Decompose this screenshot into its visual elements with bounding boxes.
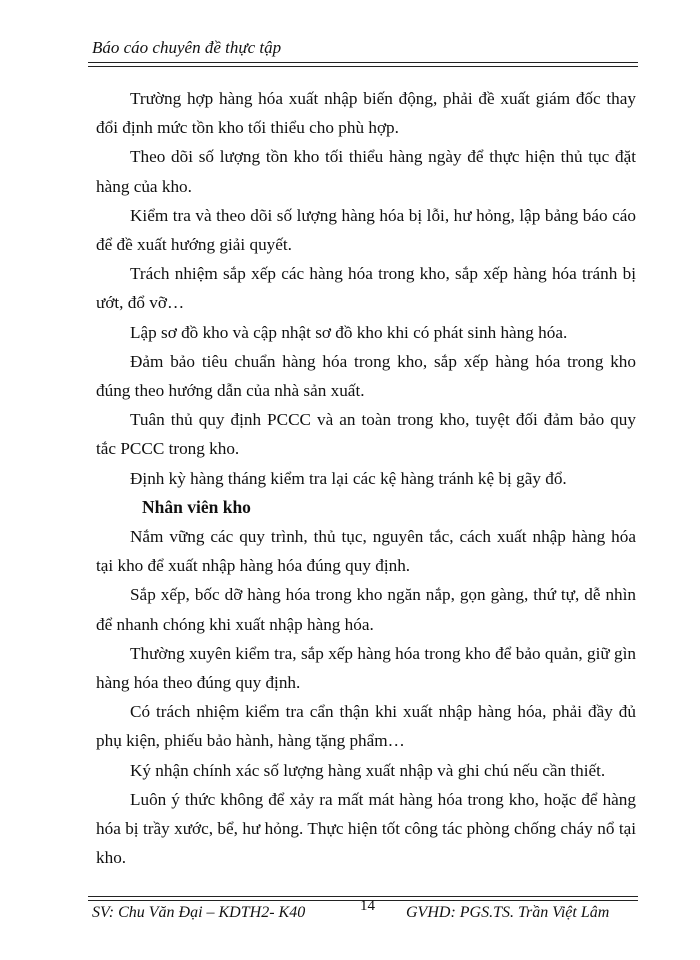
footer-divider <box>88 896 638 897</box>
paragraph: Kiểm tra và theo dõi số lượng hàng hóa bị lỗi, hư hỏng, lập bảng báo cáo để đề xuất hướng giải quyết. <box>96 205 636 255</box>
paragraph: Trách nhiệm sắp xếp các hàng hóa trong kho, sắp xếp hàng hóa tránh bị ướt, đổ vỡ… <box>96 264 636 313</box>
section-heading: Nhân viên kho <box>142 496 251 517</box>
paragraph: Tuân thủ quy định PCCC và an toàn trong kho, tuyệt đối đảm bảo quy tắc PCCC trong kho. <box>96 410 636 459</box>
paragraph: Nắm vững các quy trình, thủ tục, nguyên tắc, cách xuất nhập hàng hóa tại kho để xuất nhập hàng hóa đúng quy định. <box>96 527 636 576</box>
page-number: 14 <box>360 898 375 914</box>
page-header-title: Báo cáo chuyên đề thực tập <box>92 38 282 57</box>
document-body <box>96 84 636 872</box>
paragraph: Sắp xếp, bốc dỡ hàng hóa trong kho ngăn nắp, gọn gàng, thứ tự, dễ nhìn để nhanh chóng khi xuất nhập hàng hóa. <box>96 585 636 634</box>
paragraph: Thường xuyên kiểm tra, sắp xếp hàng hóa trong kho để bảo quản, giữ gìn hàng hóa theo đúng quy định. <box>96 643 636 693</box>
footer-supervisor: GVHD: PGS.TS. Trần Việt Lâm <box>406 904 610 921</box>
paragraph: Định kỳ hàng tháng kiểm tra lại các kệ hàng tránh kệ bị gãy đổ. <box>130 468 567 488</box>
paragraph: Theo dõi số lượng tồn kho tối thiểu hàng ngày để thực hiện thủ tục đặt hàng của kho. <box>96 147 636 196</box>
header-divider <box>88 62 638 63</box>
paragraph: Có trách nhiệm kiểm tra cẩn thận khi xuất nhập hàng hóa, phải đầy đủ phụ kiện, phiếu bảo hành, hàng tặng phẩm… <box>96 702 636 751</box>
header-divider-double <box>88 66 638 67</box>
paragraph: Luôn ý thức không để xảy ra mất mát hàng hóa trong kho, hoặc để hàng hóa bị trầy xước, bể, hư hỏng. Thực hiện tốt công tác phòng chống cháy nổ tại kho. <box>96 789 636 868</box>
paragraph: Lập sơ đồ kho và cập nhật sơ đồ kho khi có phát sinh hàng hóa. <box>130 322 568 342</box>
footer-student: SV: Chu Văn Đại – KDTH2- K40 <box>92 904 306 921</box>
paragraph: Ký nhận chính xác số lượng hàng xuất nhập và ghi chú nếu cần thiết. <box>130 760 606 780</box>
paragraph: Trường hợp hàng hóa xuất nhập biến động, phải đề xuất giám đốc thay đổi định mức tồn kho tối thiểu cho phù hợp. <box>96 89 636 138</box>
paragraph: Đảm bảo tiêu chuẩn hàng hóa trong kho, sắp xếp hàng hóa trong kho đúng theo hướng dẫn của nhà sản xuất. <box>96 351 636 401</box>
